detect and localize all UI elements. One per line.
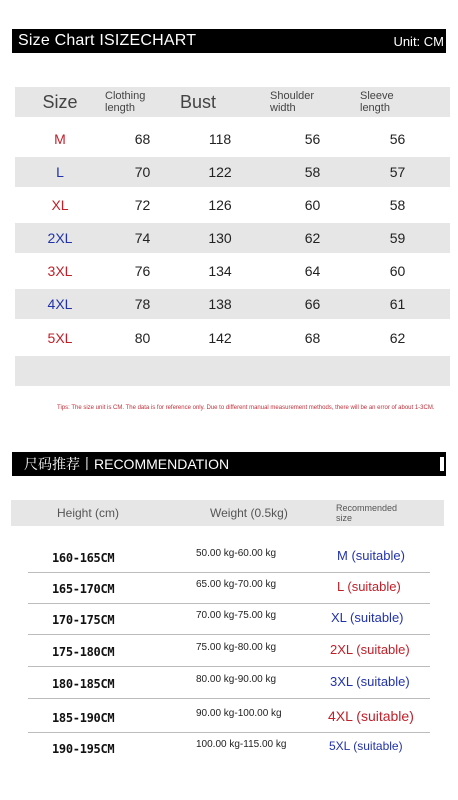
sleeve-length-value: 59: [389, 230, 406, 246]
recommended-size-value: 4XL (suitable): [328, 708, 414, 724]
tips-note: Tips: The size unit is CM. The data is for reference only. Due to different manual measurement methods, there will be an error of about 1-3CM.: [57, 405, 435, 411]
size-chart-title: Size Chart ISIZECHART: [18, 32, 197, 49]
size-label: XL: [51, 197, 69, 213]
height-value: 190-195CM: [52, 742, 115, 756]
sleeve-length-value: 60: [389, 263, 406, 279]
sleeve-length-header: Sleeve length: [360, 90, 394, 114]
size-label: 3XL: [47, 263, 73, 279]
weight-value: 70.00 kg-75.00 kg: [196, 610, 277, 621]
weight-value: 50.00 kg-60.00 kg: [196, 548, 277, 559]
weight-value: 100.00 kg-115.00 kg: [196, 739, 287, 750]
clothing-length-value: 78: [134, 296, 151, 312]
bust-header: Bust: [180, 91, 217, 112]
recommendation-row: [28, 668, 430, 699]
height-value: 170-175CM: [52, 613, 115, 627]
size-label: 4XL: [47, 296, 73, 312]
recommendation-row: [28, 604, 430, 635]
sleeve-length-value: 56: [389, 131, 406, 147]
sleeve-length-value: 62: [389, 330, 406, 346]
clothing-length-value: 76: [134, 263, 151, 279]
recommended-size-value: XL (suitable): [331, 610, 404, 625]
clothing-length-value: 70: [134, 164, 151, 180]
shoulder-width-value: 64: [304, 263, 321, 279]
size-row: [15, 223, 450, 253]
recommended-size-value: L (suitable): [337, 579, 401, 594]
recommendation-row: [28, 636, 430, 667]
clothing-length-value: 74: [134, 230, 151, 246]
bust-value: 134: [208, 263, 232, 279]
shoulder-width-value: 58: [304, 164, 321, 180]
shoulder-width-value: 68: [304, 330, 321, 346]
recommended-size-header: Recommended size: [336, 503, 398, 523]
recommended-size-value: 3XL (suitable): [330, 674, 410, 689]
weight-value: 75.00 kg-80.00 kg: [196, 642, 277, 653]
recommendation-row: [28, 733, 430, 763]
bust-value: 142: [208, 330, 232, 346]
height-value: 185-190CM: [52, 711, 115, 725]
bust-value: 138: [208, 296, 232, 312]
size-header: Size: [42, 91, 78, 112]
size-label: 2XL: [47, 230, 73, 246]
size-row: [15, 289, 450, 319]
size-row: [15, 323, 450, 353]
weight-value: 80.00 kg-90.00 kg: [196, 674, 277, 685]
shoulder-width-value: 66: [304, 296, 321, 312]
recommendation-title-bar: [12, 452, 446, 476]
size-row: [15, 256, 450, 286]
size-table-footer-band: [15, 356, 450, 386]
height-value: 165-170CM: [52, 582, 115, 596]
sleeve-length-value: 57: [389, 164, 406, 180]
size-row: [15, 190, 450, 220]
size-label: L: [56, 164, 64, 180]
title-bar-mark: [440, 457, 444, 471]
weight-value: 90.00 kg-100.00 kg: [196, 708, 282, 719]
shoulder-width-value: 56: [304, 131, 321, 147]
size-row: [15, 157, 450, 187]
recommendation-title: 尺码推荐丨RECOMMENDATION: [24, 456, 230, 472]
height-header: Height (cm): [57, 506, 120, 520]
clothing-length-value: 72: [134, 197, 151, 213]
recommendation-row: [28, 702, 430, 733]
clothing-length-value: 80: [134, 330, 151, 346]
height-value: 175-180CM: [52, 645, 115, 659]
size-chart-title-bar: [12, 29, 446, 53]
weight-header: Weight (0.5kg): [210, 506, 288, 520]
recommended-size-value: M (suitable): [337, 548, 405, 563]
size-label: 5XL: [47, 330, 73, 346]
size-row: [15, 124, 450, 154]
recommendation-row: [28, 573, 430, 604]
recommendation-header: [11, 500, 444, 526]
shoulder-width-header: Shoulder width: [270, 90, 315, 114]
sleeve-length-value: 61: [389, 296, 406, 312]
clothing-length-header: Clothing length: [105, 90, 146, 114]
height-value: 180-185CM: [52, 677, 115, 691]
bust-value: 130: [208, 230, 232, 246]
unit-label: Unit: CM: [393, 33, 444, 49]
recommendation-row: [28, 542, 430, 573]
sleeve-length-value: 58: [389, 197, 406, 213]
bust-value: 126: [208, 197, 232, 213]
recommended-size-value: 5XL (suitable): [329, 739, 403, 753]
height-value: 160-165CM: [52, 551, 115, 565]
bust-value: 122: [208, 164, 232, 180]
size-table-header: [15, 87, 450, 117]
shoulder-width-value: 60: [304, 197, 321, 213]
size-label: M: [54, 131, 66, 147]
clothing-length-value: 68: [134, 131, 151, 147]
bust-value: 118: [208, 131, 232, 147]
recommended-size-value: 2XL (suitable): [330, 642, 410, 657]
weight-value: 65.00 kg-70.00 kg: [196, 579, 277, 590]
shoulder-width-value: 62: [304, 230, 321, 246]
